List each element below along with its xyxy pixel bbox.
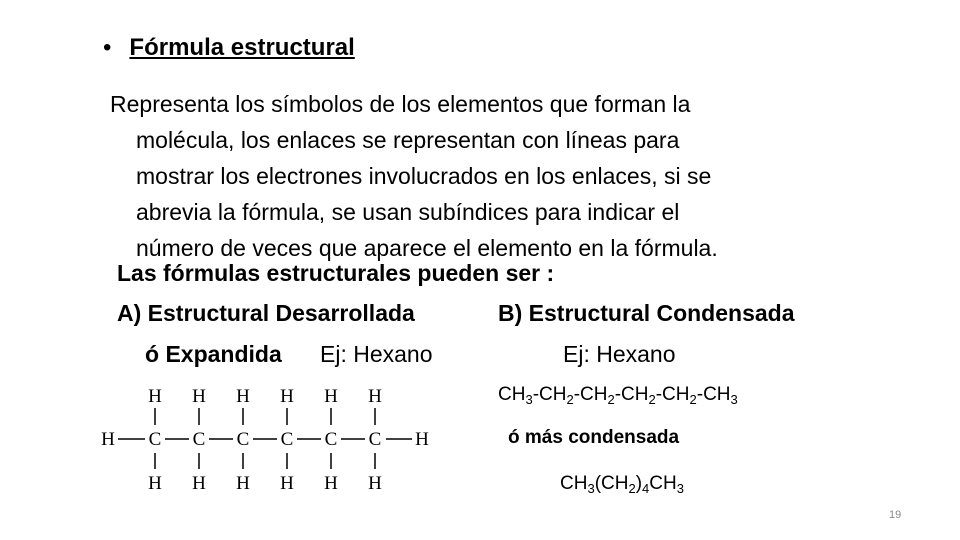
type-a-label: A) Estructural Desarrollada bbox=[117, 300, 415, 326]
hydrogen-atom: H bbox=[236, 473, 250, 494]
carbon-atom: C bbox=[192, 429, 206, 450]
hydrogen-atom: H bbox=[236, 386, 250, 407]
hydrogen-atom: H bbox=[324, 473, 338, 494]
hydrogen-atom: H bbox=[324, 386, 338, 407]
hydrogen-atom: H bbox=[192, 473, 206, 494]
carbon-atom: C bbox=[368, 429, 382, 450]
type-b-label: B) Estructural Condensada bbox=[498, 300, 795, 326]
type-b-example: Ej: Hexano bbox=[563, 341, 676, 367]
hydrogen-atom: H bbox=[368, 386, 382, 407]
more-condensed-label: ó más condensada bbox=[508, 427, 680, 448]
carbon-atom: C bbox=[280, 429, 294, 450]
paragraph-line: abrevia la fórmula, se usan subíndices para indicar el bbox=[136, 199, 680, 225]
type-a-example: Ej: Hexano bbox=[320, 341, 433, 367]
type-a-label-alt: ó Expandida bbox=[145, 341, 282, 367]
condensed-formula: $CH_3-CH_2-CH_2-CH_2-CH_2-CH_3$ bbox=[498, 384, 738, 407]
hydrogen-atom: H bbox=[280, 386, 294, 407]
carbon-atom: C bbox=[148, 429, 162, 450]
definition-paragraph bbox=[110, 86, 718, 266]
carbon-atom: C bbox=[324, 429, 338, 450]
hexane-expanded-structure bbox=[90, 378, 440, 503]
paragraph-line: número de veces que aparece el elemento en la fórmula. bbox=[136, 235, 718, 261]
hydrogen-atom: H bbox=[101, 429, 115, 450]
hydrogen-atom: H bbox=[415, 429, 429, 450]
paragraph-line: mostrar los electrones involucrados en los enlaces, si se bbox=[136, 163, 712, 189]
hydrogen-atom: H bbox=[368, 473, 382, 494]
page-number: 19 bbox=[889, 509, 902, 521]
slide-title bbox=[103, 34, 355, 62]
title-bullet: • bbox=[103, 34, 112, 61]
hydrogen-atom: H bbox=[280, 473, 294, 494]
paragraph-line: Representa los símbolos de los elementos que forman la bbox=[110, 91, 691, 117]
more-condensed-formula: $CH_3(CH_2)_4CH_3$ bbox=[560, 473, 684, 496]
types-heading: Las fórmulas estructurales pueden ser : bbox=[117, 260, 555, 286]
paragraph-line: molécula, los enlaces se representan con líneas para bbox=[136, 127, 680, 153]
hydrogen-atom: H bbox=[148, 386, 162, 407]
hydrogen-atom: H bbox=[148, 473, 162, 494]
title-text: Fórmula estructural bbox=[129, 34, 355, 61]
carbon-atom: C bbox=[236, 429, 250, 450]
hydrogen-atom: H bbox=[192, 386, 206, 407]
